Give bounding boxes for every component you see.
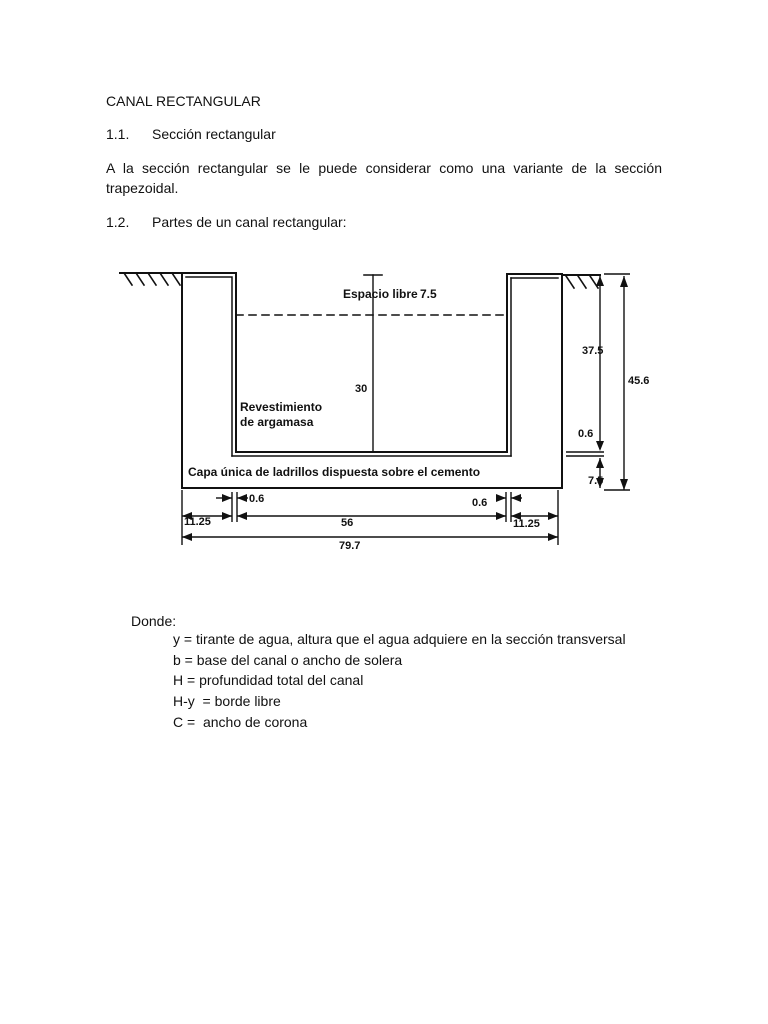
- dim-0-6-left-label: 0.6: [249, 493, 265, 505]
- section-number: 1.2.: [106, 214, 130, 230]
- definition-item: b = base del canal o ancho de solera: [173, 651, 403, 668]
- argamasa-label: de argamasa: [240, 415, 314, 429]
- section-title: Partes de un canal rectangular:: [152, 214, 347, 230]
- dim-0-6-right-label: 0.6: [578, 428, 594, 440]
- revestimiento-label: Revestimiento: [240, 400, 323, 414]
- section-number: 1.1.: [106, 126, 130, 142]
- capa-ladrillos-label: Capa única de ladrillos dispuesta sobre el cemento: [188, 465, 481, 479]
- dim-11-25-left-label: 11.25: [184, 516, 211, 528]
- definition-item: y = tirante de agua, altura que el agua adquiere en la sección transversal: [173, 631, 626, 647]
- espacio-libre-value: 7.5: [420, 287, 437, 301]
- dim-7-5-label: 7.5: [588, 475, 604, 487]
- dim-37-5-label: 37.5: [582, 345, 604, 357]
- dim-45-6-label: 45.6: [628, 375, 650, 387]
- definition-item: H = profundidad total del canal: [173, 672, 364, 689]
- section-title: Sección rectangular: [152, 126, 276, 142]
- definitions-list: [173, 629, 626, 733]
- ground-hatch-right: [566, 276, 598, 288]
- dim-56-label: 56: [341, 517, 354, 529]
- dim-11-25-right-label: 11.25: [513, 518, 540, 530]
- donde-label: Donde:: [131, 613, 177, 629]
- dim-0-6-bottom-right-label: 0.6: [472, 497, 488, 509]
- page-heading: CANAL RECTANGULAR: [106, 93, 261, 109]
- lining-outline: [186, 277, 232, 456]
- intro-paragraph: A la sección rectangular se le puede considerar como una variante de la sección trapezoidal.: [106, 160, 662, 196]
- dim-79-7-label: 79.7: [339, 540, 361, 552]
- depth-label: 30: [355, 383, 368, 395]
- definition-item: C = ancho de corona: [173, 713, 308, 730]
- definition-item: H-y = borde libre: [173, 693, 281, 710]
- espacio-libre-label: Espacio libre: [343, 287, 418, 301]
- ground-hatch-left: [124, 273, 180, 285]
